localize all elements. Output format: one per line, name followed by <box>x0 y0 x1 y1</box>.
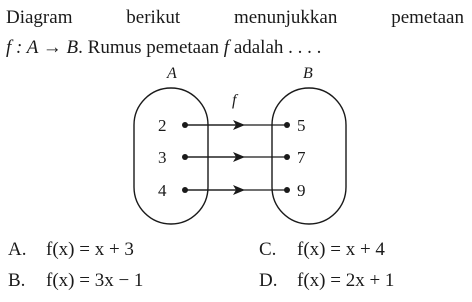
question-text-part: adalah . . . . <box>229 37 322 58</box>
function-symbol: f <box>223 37 230 58</box>
function-label: f <box>232 92 237 109</box>
question-word: Diagram <box>6 7 73 28</box>
answer-option-b[interactable] <box>8 271 143 290</box>
question-text-part: . Rumus pemetaan <box>78 37 224 58</box>
option-formula: f(x) = 2x + 1 <box>297 270 395 291</box>
codomain-element: 5 <box>297 116 306 135</box>
answer-option-a[interactable] <box>8 240 134 259</box>
option-formula: f(x) = 3x − 1 <box>46 270 144 291</box>
option-formula: f(x) = x + 3 <box>46 239 134 260</box>
answer-option-c[interactable] <box>259 240 385 259</box>
set-b-label: B <box>303 65 313 82</box>
domain-element: 3 <box>158 148 167 167</box>
set-a-oval <box>134 88 208 224</box>
domain-dot <box>182 187 188 193</box>
mapping-notation: : A → B <box>11 37 79 58</box>
codomain-element: 7 <box>297 148 306 167</box>
domain-dot <box>182 154 188 160</box>
option-formula: f(x) = x + 4 <box>297 239 385 260</box>
codomain-dot <box>284 187 290 193</box>
domain-element: 4 <box>158 181 167 200</box>
domain-element: 2 <box>158 116 167 135</box>
codomain-dot <box>284 122 290 128</box>
answer-option-d[interactable] <box>259 271 394 290</box>
codomain-dot <box>284 154 290 160</box>
question-word: menunjukkan <box>233 7 338 28</box>
option-letter: C. <box>259 239 277 260</box>
codomain-element: 9 <box>297 181 306 200</box>
set-a-label: A <box>167 65 177 82</box>
set-b-oval <box>272 88 346 224</box>
option-letter: D. <box>259 270 278 291</box>
option-letter: B. <box>8 270 26 291</box>
question-word: berikut <box>126 7 181 28</box>
question-word: pemetaan <box>391 7 464 28</box>
function-symbol: f <box>6 37 12 58</box>
domain-dot <box>182 122 188 128</box>
option-letter: A. <box>8 239 27 260</box>
